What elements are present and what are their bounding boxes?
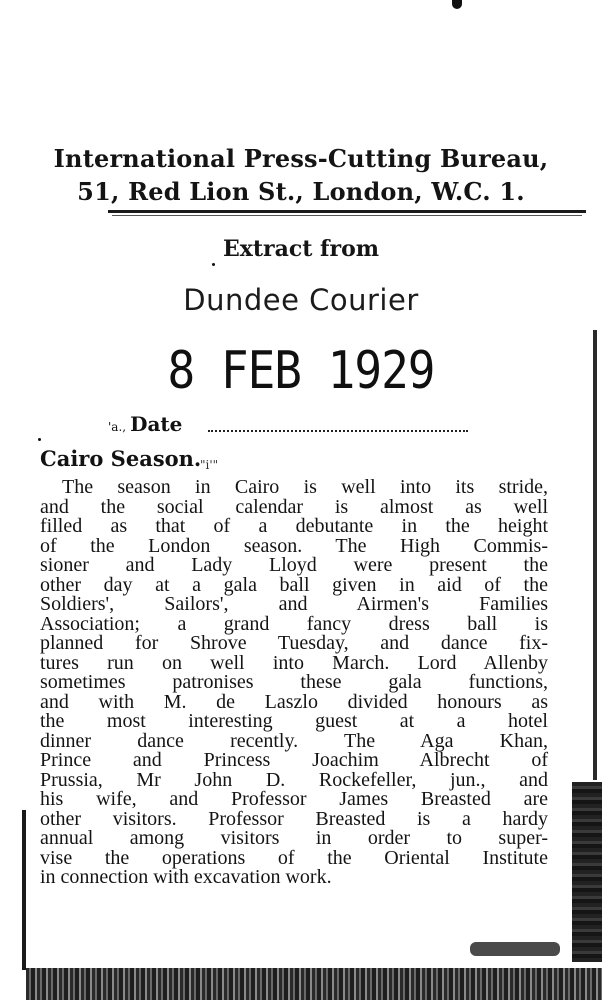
ink-speck <box>212 263 215 266</box>
header-rule-thin <box>112 215 582 216</box>
article-line: and the social calendar is almost as well <box>40 495 548 518</box>
newspaper-name: Dundee Courier <box>183 283 419 317</box>
article-line: Association; a grand fancy dress ball is <box>40 612 548 635</box>
article-line: in connection with excavation work. <box>40 866 332 888</box>
article-headline: Cairo Season. <box>40 446 202 471</box>
bureau-address: 51, Red Lion St., London, W.C. 1. <box>77 177 525 206</box>
article-line: vise the operations of the Oriental Institute <box>40 846 548 869</box>
article-body <box>40 478 548 888</box>
article-line: Prussia, Mr John D. Rockefeller, jun., and <box>40 768 548 791</box>
article-line: dinner dance recently. The Aga Khan, <box>40 729 548 752</box>
article-line: filled as that of a debutante in the height <box>40 515 548 537</box>
article-line: sioner and Lady Lloyd were present the <box>40 554 548 576</box>
article-line: Prince and Princess Joachim Albrecht of <box>40 749 548 771</box>
article-line: annual among visitors in order to super- <box>40 827 548 849</box>
handwritten-mark: "i'" <box>200 458 219 472</box>
article-line: his wife, and Professor James Breasted are <box>40 788 548 810</box>
article-line: tures run on well into March. Lord Allenby <box>40 651 548 674</box>
header-rule <box>108 210 586 213</box>
article-line: of the London season. The High Commis- <box>40 534 548 557</box>
ink-speck <box>38 438 41 441</box>
article-line: planned for Shrove Tuesday, and dance fix- <box>40 632 548 654</box>
article-line: the most interesting guest at a hotel <box>40 710 548 732</box>
extract-label: Extract from <box>222 236 380 262</box>
clipping-edge-left <box>22 810 26 970</box>
article-line: and with M. de Laszlo divided honours as <box>40 690 548 713</box>
date-prefix: 'a., <box>108 420 127 434</box>
scan-noise-bottom <box>26 968 602 1000</box>
date-stamp: 8 FEB 1929 <box>167 340 435 401</box>
article-line: The season in Cairo is well into its stride, <box>62 476 548 498</box>
article-line: other visitors. Professor Breasted is a hardy <box>40 807 548 830</box>
bureau-name: International Press-Cutting Bureau, <box>53 144 549 173</box>
top-ink-mark <box>452 0 462 9</box>
date-row <box>108 412 468 438</box>
scan-shadow <box>572 782 602 962</box>
date-label: Date <box>130 412 183 436</box>
article-line: other day at a gala ball given in aid of the <box>40 573 548 596</box>
date-dotted-line <box>208 430 468 432</box>
clipping-edge-right <box>593 330 597 780</box>
ink-smudge <box>470 942 560 956</box>
article-line: Soldiers', Sailors', and Airmen's Families <box>40 593 548 615</box>
article-line: sometimes patronises these gala functions, <box>40 671 548 693</box>
